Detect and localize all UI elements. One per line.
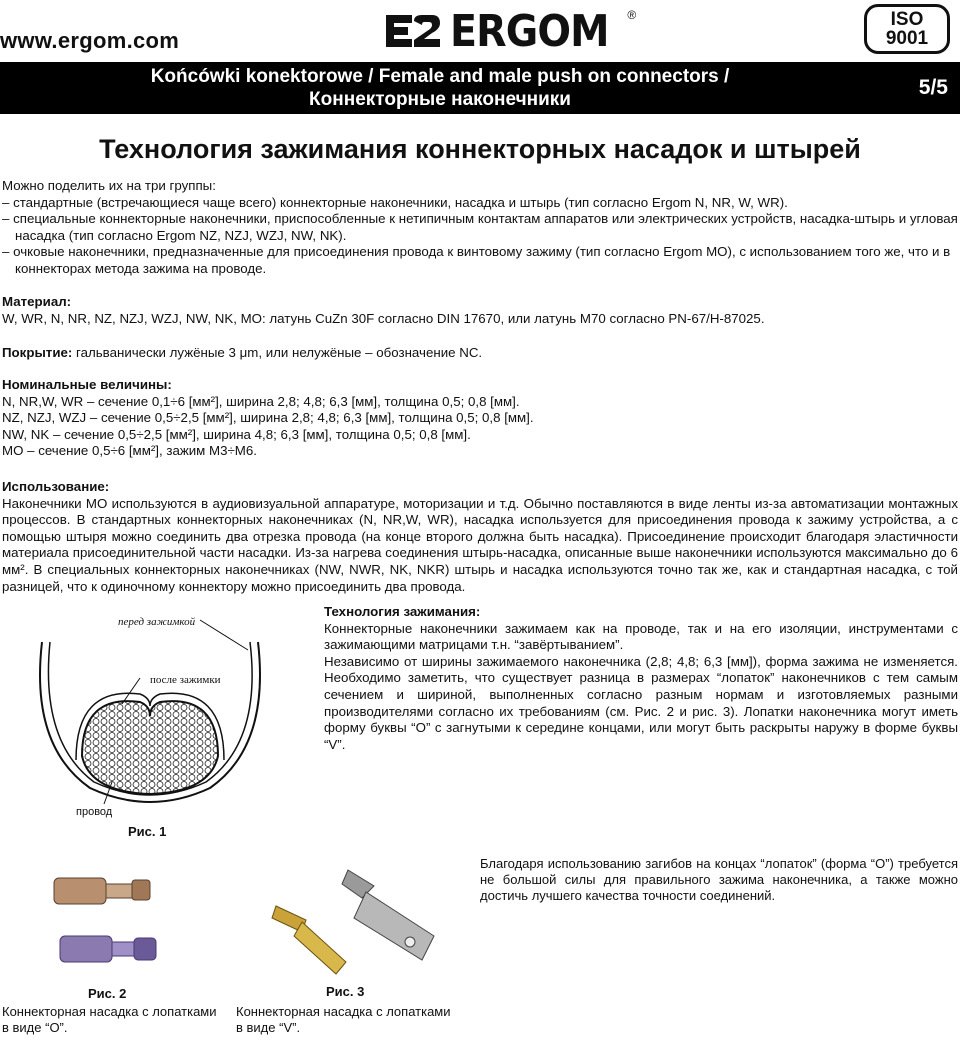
iso-9001-badge: [864, 4, 950, 54]
coating-text: гальванически лужёные 3 μm, или нелужёные – обозначение NC.: [72, 345, 483, 360]
technology-paragraph-1: Коннекторные наконечники зажимаем как на проводе, так и на его изоляции, инструментами с зажимающими матрицами т.н. “завёртыванием”.: [324, 620, 958, 653]
intro-section: [2, 178, 958, 278]
figure-1-crimp-diagram: [20, 606, 320, 826]
usage-section: [2, 479, 958, 595]
intro-lead: Можно поделить их на три группы:: [2, 178, 216, 193]
nominal-line: NW, NK – сечение 0,5÷2,5 [мм²], ширина 4,8; 6,3 [мм], толщина 0,5; 0,8 [мм].: [2, 426, 471, 442]
figure-1-label-wire: провод: [76, 806, 113, 818]
o-shape-note: Благодаря использованию загибов на концах “лопаток” (форма “O”) требуется не большой силы для правильного зажима наконечника, а также можно достичь лучшего качества точности соединений.: [480, 856, 958, 903]
intro-item-2: – специальные коннекторные наконечники, приспособленные к нетипичным контактам аппаратов или электрических устройств, насадка-штырь и угловая насадка (тип согласно Ergom NZ, NZJ, WZJ, NW, NK).: [2, 211, 958, 243]
intro-item-1: – стандартные (встречающиеся чаще всего) коннекторные наконечники, насадка и штырь (тип согласно Ergom N, NR, W, WR).: [2, 194, 788, 210]
banner-title-line2: Коннекторные наконечники: [309, 89, 571, 110]
figure-1-caption: Рис. 1: [128, 824, 167, 839]
coating-heading: Покрытие:: [2, 345, 73, 360]
page-title: Технология зажимания коннекторных насадок и штырей: [99, 134, 861, 164]
banner-title: [80, 65, 800, 111]
figure-3-caption: Рис. 3: [326, 984, 365, 999]
figure-3-photo: [262, 862, 456, 980]
coating-section: [2, 345, 958, 362]
iso-badge-line1: ISO: [890, 9, 924, 30]
material-section: [2, 294, 958, 327]
nominal-line: MO – сечение 0,5÷6 [мм²], зажим M3÷M6.: [2, 443, 257, 459]
intro-item-3: – очковые наконечники, предназначенные для присоединения провода к винтовому зажиму (тип согласно Ergom MO), с использованием того же, что и в коннекторах метода зажима на проводе.: [2, 244, 951, 276]
registered-mark: ®: [627, 8, 637, 22]
figure-2-photo: [46, 866, 166, 982]
nominal-line: N, NR,W, WR – сечение 0,1÷6 [мм²], ширина 2,8; 4,8; 6,3 [мм], толщина 0,5; 0,8 [мм].: [2, 393, 520, 409]
female-connector-v-icon: [262, 862, 456, 980]
figure-2-caption: Рис. 2: [88, 986, 127, 1001]
figure-1-label-after: после зажимки: [150, 674, 221, 686]
nominal-line: NZ, NZJ, WZJ – сечение 0,5÷2,5 [мм²], ширина 2,8; 4,8; 6,3 [мм], толщина 0,5; 0,8 [мм].: [2, 410, 534, 426]
technology-section: [324, 604, 958, 753]
banner-title-line1: Końcówki konektorowe / Female and male push on connectors /: [150, 66, 730, 87]
logo-wordmark: ERGOM: [450, 5, 609, 57]
technology-paragraph-2: Независимо от ширины зажимаемого наконечника (2,8; 4,8; 6,3 [мм]), форма зажима не изменяется. Необходимо заметить, что существует разница в размерах “лопаток” наконечников с тем самым сечением и шириной, выполненных согласно разным нормам и изготовляемых разными производителями согласно их требованиям (см. Рис. 2 и рис. 3). Лопатки наконечника могут иметь форму буквы “O” с загнутыми к середине концами, или могут быть раскрыты наружу в форме буквы “V”.: [324, 653, 958, 752]
usage-heading: Использование:: [2, 479, 110, 494]
material-heading: Материал:: [2, 294, 72, 309]
figure-3-text: Коннекторная насадка с лопатками в виде “V”.: [236, 1004, 451, 1035]
material-text: W, WR, N, NR, NZ, NZJ, WZJ, NW, NK, MO: латунь CuZn 30F согласно DIN 17670, или латунь M70 согласно PN-67/H-87025.: [2, 310, 765, 326]
website-url: www.ergom.com: [0, 28, 180, 53]
ergom-logo-icon: [378, 9, 444, 53]
nominal-section: [2, 377, 958, 460]
ergom-logo: [378, 5, 637, 57]
page-number: 5/5: [918, 76, 948, 99]
figure-2-text: Коннекторная насадка с лопатками в виде “O”.: [2, 1004, 217, 1035]
nominal-heading: Номинальные величины:: [2, 377, 172, 392]
iso-badge-line2: 9001: [885, 28, 929, 49]
technology-heading: Технология зажимания:: [324, 604, 481, 619]
title-banner: [0, 62, 960, 114]
usage-text: Наконечники MO используются в аудиовизуальной аппаратуре, моторизации и т.д. Обычно поставляются в виде ленты из-за автоматизации монтажных процессов. В стандартных коннекторных наконечниках (N, NR,W, WR), насадка используется для присоединения провода к зажиму устройства, а с помощью штыря можно соединить два отрезка провода (на конце второго должна быть насадка). Присоединение происходит благодаря эластичности материала присоединительной части насадки. Из-за нагрева соединения штырь-насадка, описанные выше наконечники используются максимально до 6 мм². В специальных коннекторных наконечниках (NW, NWR, NK, NKR) штырь и насадка используются точно так же, как и стандартная насадка, с той разницей, что к одиночному коннектору можно присоединить два провода.: [2, 495, 958, 594]
figure-1-label-before: перед зажимкой: [118, 616, 196, 628]
female-connector-o-icon: [46, 866, 166, 982]
crimp-cross-section-icon: [20, 606, 320, 826]
